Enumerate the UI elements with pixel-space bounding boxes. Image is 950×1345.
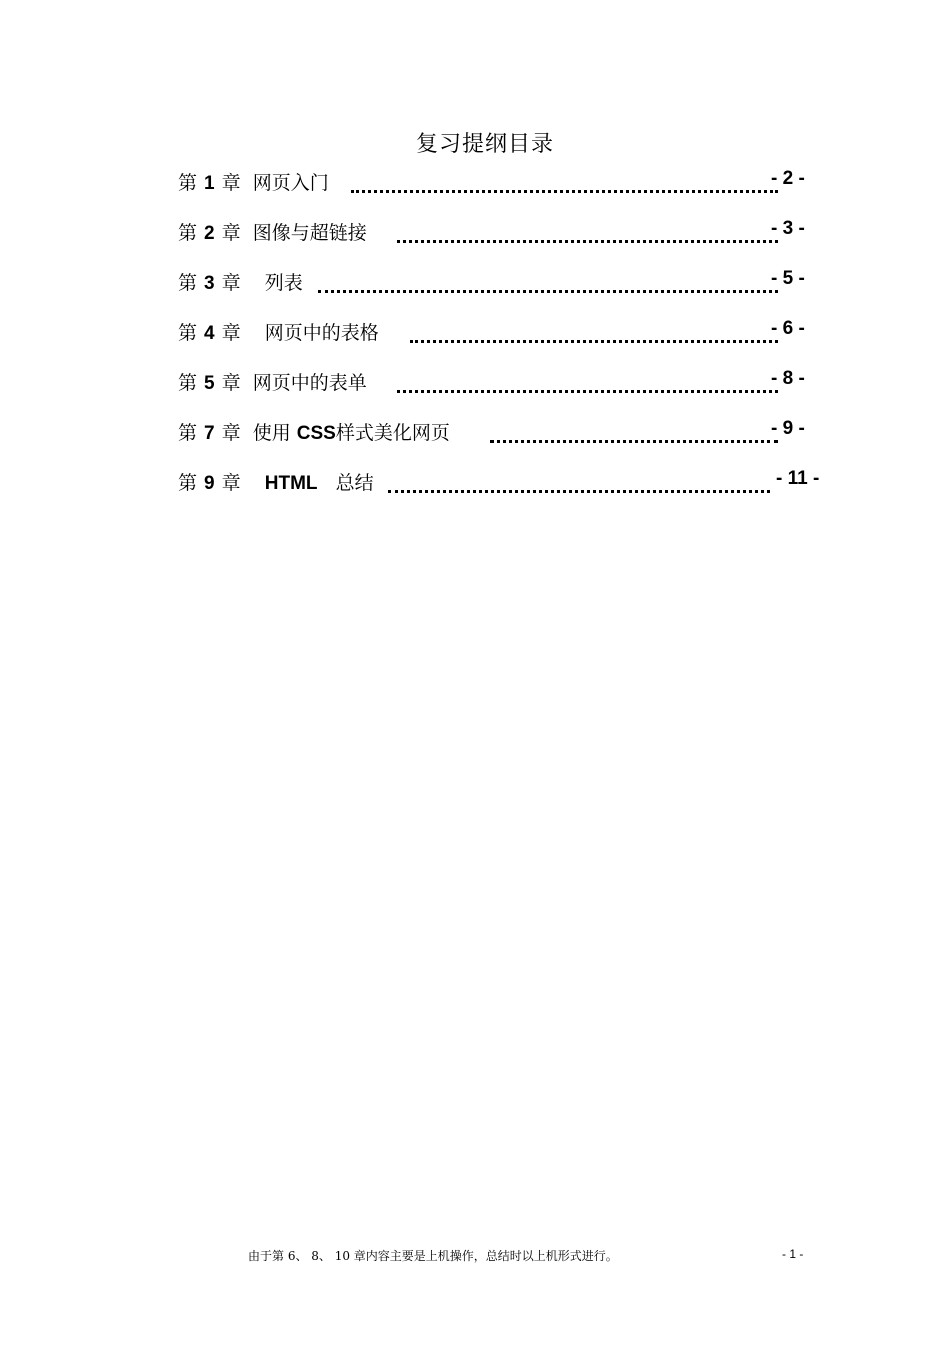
toc-leader: [410, 340, 778, 343]
toc-leader: [318, 290, 778, 293]
toc-entry-ch1[interactable]: [178, 168, 808, 196]
toc-entry-suffix: 章: [221, 272, 241, 294]
toc-entry-suffix: 章: [221, 322, 241, 344]
toc-leader: [397, 240, 778, 243]
page-number: - 1 -: [782, 1247, 804, 1261]
toc-entry-page: - 9 -: [771, 418, 805, 439]
toc-leader: [388, 490, 770, 493]
toc-entry-title-rest: 样式美化网页: [335, 422, 450, 444]
toc-entry-title: [241, 472, 265, 494]
toc-entry-prefix: 第: [178, 172, 198, 194]
toc-entry-page: - 5 -: [771, 268, 805, 289]
toc-entry-title: 图像与超链接: [240, 222, 367, 244]
toc-entry-title-latin: HTML: [264, 473, 318, 494]
toc-entry-suffix: 章: [221, 472, 241, 494]
toc-entry-prefix: 第: [178, 222, 198, 244]
toc-entry-title: 网页入门: [240, 172, 329, 194]
toc-entry-suffix: 章: [221, 172, 241, 194]
toc-leader: [351, 190, 778, 193]
toc-entry-number: 5: [204, 373, 215, 394]
toc-entry-suffix: 章: [221, 222, 241, 244]
toc-entry-title: 网页中的表格: [240, 322, 379, 344]
toc-entry-number: 2: [204, 223, 215, 244]
toc-entry-title-rest: 总结: [317, 472, 374, 494]
toc-entry-page: - 11 -: [776, 468, 820, 489]
toc-entry-number: 3: [204, 273, 215, 294]
toc-entry-prefix: 第: [178, 372, 198, 394]
toc-entry-ch7[interactable]: [178, 418, 808, 446]
toc-entry-ch9[interactable]: [178, 468, 828, 496]
toc-entry-prefix: 第: [178, 272, 198, 294]
toc-entry-title-latin: CSS: [296, 423, 336, 444]
toc-entry-title: 使用: [240, 422, 297, 444]
footer-note: 由于第 6、 8、 10 章内容主要是上机操作，总结时以上机形式进行。: [248, 1249, 618, 1263]
toc-entry-number: 9: [204, 473, 215, 494]
toc-entry-suffix: 章: [221, 372, 241, 394]
toc-entry-number: 4: [204, 323, 215, 344]
toc-leader: [490, 440, 778, 443]
toc-entry-ch5[interactable]: [178, 368, 808, 396]
toc-entry-prefix: 第: [178, 322, 198, 344]
toc-entry-prefix: 第: [178, 472, 198, 494]
toc-entry-title: 网页中的表单: [240, 372, 367, 394]
toc-entry-page: - 3 -: [771, 218, 805, 239]
toc-leader: [397, 390, 778, 393]
toc-entry-ch2[interactable]: [178, 218, 808, 246]
toc-entry-page: - 8 -: [771, 368, 805, 389]
toc-entry-number: 1: [204, 173, 215, 194]
toc-entry-page: - 2 -: [771, 168, 805, 189]
toc-entry-ch3[interactable]: [178, 268, 808, 296]
toc-entry-ch4[interactable]: [178, 318, 808, 346]
page-title: 复习提纲目录: [415, 132, 554, 157]
toc-entry-page: - 6 -: [771, 318, 805, 339]
toc-entry-title: 列表: [240, 272, 303, 294]
toc-entry-prefix: 第: [178, 422, 198, 444]
toc-entry-number: 7: [204, 423, 215, 444]
toc-entry-suffix: 章: [221, 422, 241, 444]
